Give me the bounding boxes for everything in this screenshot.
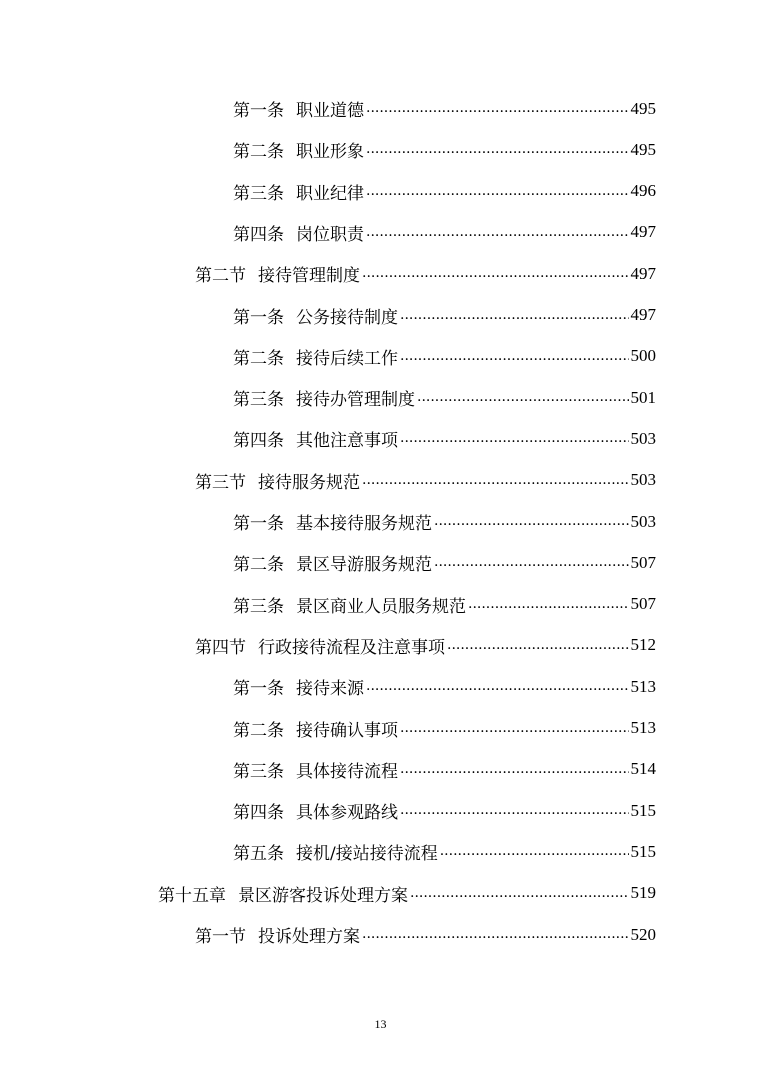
toc-entry[interactable] xyxy=(195,253,656,294)
toc-dot-leader xyxy=(366,183,629,200)
toc-entry[interactable] xyxy=(233,790,656,831)
toc-entry-page: 513 xyxy=(630,718,656,737)
toc-entry-number: 第三条 xyxy=(233,390,284,411)
toc-dot-leader xyxy=(362,926,629,943)
toc-dot-leader xyxy=(400,348,629,365)
toc-entry[interactable] xyxy=(233,171,656,212)
toc-dot-leader xyxy=(447,637,629,654)
toc-entry-number: 第二节 xyxy=(195,266,246,287)
toc-entry-title: 景区导游服务规范 xyxy=(296,555,432,576)
toc-entry-title: 职业纪律 xyxy=(296,183,364,204)
toc-entry-number: 第二条 xyxy=(233,348,284,369)
toc-dot-leader xyxy=(366,224,629,241)
toc-entry-title: 接待管理制度 xyxy=(258,266,360,287)
toc-entry-number: 第四节 xyxy=(195,637,246,658)
toc-dot-leader xyxy=(400,761,629,778)
toc-dot-leader xyxy=(400,430,629,447)
toc-entry-title: 投诉处理方案 xyxy=(258,927,360,947)
toc-entry-page: 507 xyxy=(630,552,656,572)
toc-entry[interactable] xyxy=(233,501,656,542)
toc-entry-page: 520 xyxy=(630,924,656,944)
toc-dot-leader xyxy=(366,678,629,695)
toc-entry-number: 第三条 xyxy=(233,596,284,617)
toc-entry[interactable] xyxy=(233,708,656,749)
toc-entry-title: 职业形象 xyxy=(296,142,364,163)
toc-entry-page: 507 xyxy=(630,594,656,614)
toc-entry-number: 第一条 xyxy=(233,679,284,700)
toc-entry-title: 景区游客投诉处理方案 xyxy=(238,885,408,906)
toc-entry-number: 第一节 xyxy=(195,927,246,947)
toc-entry-number: 第四条 xyxy=(233,224,284,245)
toc-entry[interactable] xyxy=(195,914,656,955)
toc-entry-title: 接待服务规范 xyxy=(258,472,360,493)
toc-entry[interactable] xyxy=(233,295,656,336)
toc-entry-page: 514 xyxy=(630,759,656,779)
toc-entry-page: 497 xyxy=(630,222,656,242)
toc-entry-number: 第四条 xyxy=(233,431,284,452)
toc-dot-leader xyxy=(440,843,629,860)
toc-entry-number: 第三节 xyxy=(195,472,246,493)
toc-dot-leader xyxy=(434,513,629,530)
toc-dot-leader xyxy=(366,141,629,158)
toc-entry-page: 497 xyxy=(630,305,656,324)
toc-entry-page: 495 xyxy=(630,139,656,159)
toc-entry[interactable] xyxy=(233,212,656,253)
toc-entry-title: 公务接待制度 xyxy=(296,307,398,328)
toc-entry-number: 第四条 xyxy=(233,803,284,824)
toc-entry-number: 第五条 xyxy=(233,844,284,865)
toc-entry[interactable] xyxy=(233,88,656,129)
toc-entry[interactable] xyxy=(195,625,656,666)
toc-entry[interactable] xyxy=(233,542,656,583)
toc-entry-page: 515 xyxy=(630,800,656,820)
toc-entry-title: 行政接待流程及注意事项 xyxy=(258,637,445,658)
toc-entry-number: 第十五章 xyxy=(158,885,226,906)
toc-entry-title: 接待确认事项 xyxy=(296,720,398,741)
toc-entry-number: 第二条 xyxy=(233,720,284,741)
toc-entry[interactable] xyxy=(233,831,656,872)
toc-entry[interactable] xyxy=(195,460,656,501)
toc-entry[interactable] xyxy=(233,749,656,790)
toc-dot-leader xyxy=(434,554,629,571)
toc-entry-page: 495 xyxy=(630,98,656,118)
toc-entry-title: 具体参观路线 xyxy=(296,803,398,824)
toc-entry-number: 第二条 xyxy=(233,142,284,163)
toc-dot-leader xyxy=(362,472,629,489)
toc-entry-page: 497 xyxy=(630,263,656,283)
toc-entry-title: 具体接待流程 xyxy=(296,761,398,782)
toc-entry-page: 503 xyxy=(630,511,656,531)
toc-entry-title: 接机/接站接待流程 xyxy=(296,844,438,865)
toc-entry-page: 496 xyxy=(630,181,656,201)
toc-dot-leader xyxy=(410,885,629,902)
toc-entry-page: 500 xyxy=(630,346,656,366)
toc-dot-leader xyxy=(400,720,629,737)
toc-dot-leader xyxy=(468,596,629,613)
toc-entry-title: 岗位职责 xyxy=(296,224,364,245)
toc-entry[interactable] xyxy=(158,873,656,914)
toc-entry-title: 其他注意事项 xyxy=(296,431,398,452)
toc-entry-number: 第三条 xyxy=(233,183,284,204)
toc-dot-leader xyxy=(400,307,629,324)
toc-entry[interactable] xyxy=(233,666,656,707)
toc-entry-page: 512 xyxy=(630,635,656,655)
toc-dot-leader xyxy=(366,100,629,117)
toc-entry-number: 第三条 xyxy=(233,761,284,782)
toc-entry[interactable] xyxy=(233,129,656,170)
page-number: 13 xyxy=(374,1017,387,1031)
toc-entry[interactable] xyxy=(233,584,656,625)
toc-entry-title: 基本接待服务规范 xyxy=(296,514,432,534)
toc-entry[interactable] xyxy=(233,377,656,418)
toc-entry-number: 第一条 xyxy=(233,101,284,121)
toc-entry-page: 503 xyxy=(630,470,656,490)
toc-entry[interactable] xyxy=(233,336,656,377)
toc-entry-page: 519 xyxy=(630,883,656,903)
toc-entry-title: 接待后续工作 xyxy=(296,348,398,369)
toc-dot-leader xyxy=(400,802,629,819)
toc-dot-leader xyxy=(417,389,629,406)
toc-entry-page: 501 xyxy=(630,387,656,407)
toc-entry-page: 515 xyxy=(630,841,656,861)
toc-entry-number: 第二条 xyxy=(233,555,284,576)
toc-dot-leader xyxy=(362,265,629,282)
toc-entry[interactable] xyxy=(233,418,656,459)
toc-entry-number: 第一条 xyxy=(233,307,284,328)
toc-entry-page: 513 xyxy=(630,676,656,696)
toc-entry-title: 接待办管理制度 xyxy=(296,390,415,411)
toc-entry-page: 503 xyxy=(630,428,656,448)
toc-entry-title: 景区商业人员服务规范 xyxy=(296,596,466,617)
toc-entry-number: 第一条 xyxy=(233,514,284,534)
toc-entry-title: 接待来源 xyxy=(296,679,364,700)
toc-entry-title: 职业道德 xyxy=(296,101,364,121)
